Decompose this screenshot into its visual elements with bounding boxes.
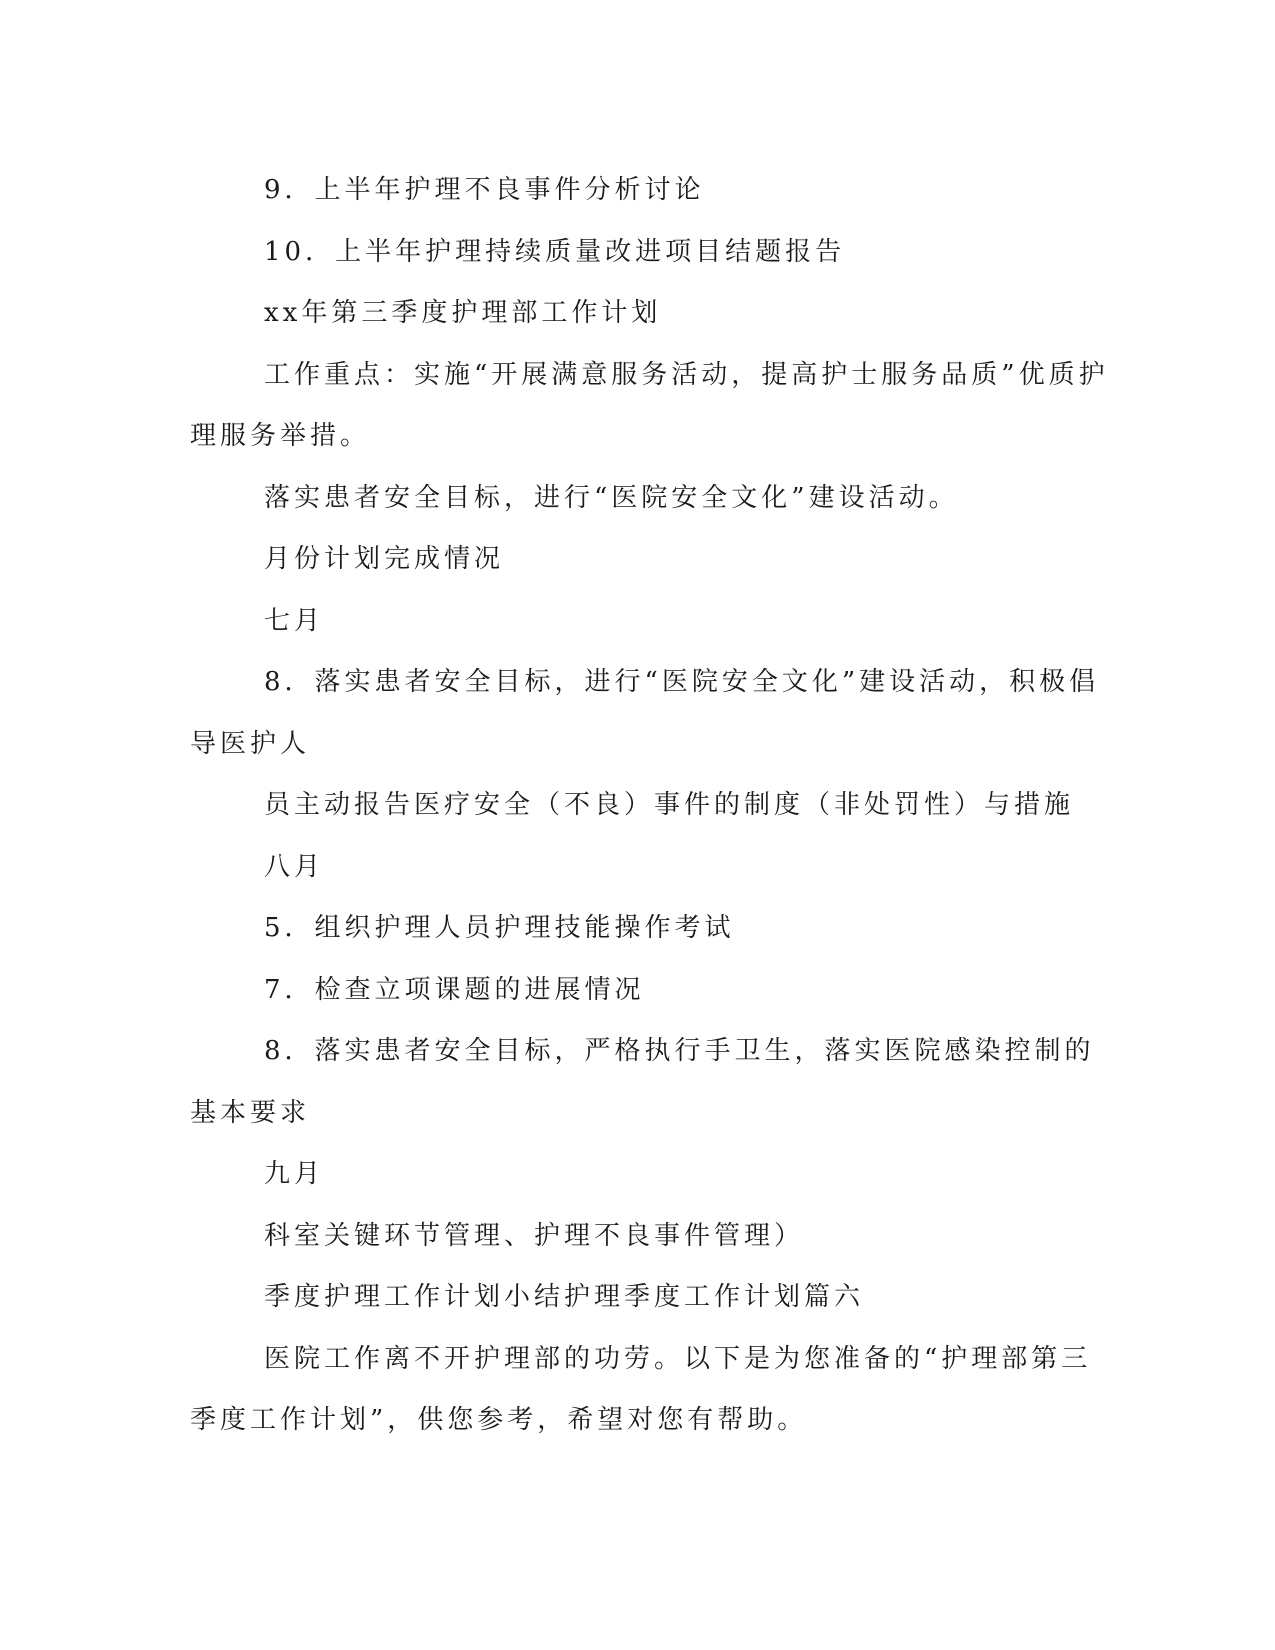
paragraph: 工作重点：实施“开展满意服务活动，提高护士服务品质”优质护	[264, 359, 1109, 390]
paragraph: 月份计划完成情况	[264, 544, 505, 574]
section-heading: xx年第三季度护理部工作计划	[264, 298, 662, 328]
paragraph-continuation: 导医护人	[190, 728, 311, 759]
month-heading-august: 八月	[264, 851, 325, 882]
paragraph: 员主动报告医疗安全（不良）事件的制度（非处罚性）与措施	[264, 790, 1075, 820]
paragraph: 医院工作离不开护理部的功劳。以下是为您准备的“护理部第三	[264, 1343, 1092, 1374]
paragraph: 科室关键环节管理、护理不良事件管理）	[264, 1220, 805, 1251]
paragraph-continuation: 理服务举措。	[190, 421, 371, 451]
paragraph: 落实患者安全目标，进行“医院安全文化”建设活动。	[264, 482, 959, 513]
paragraph: 8．落实患者安全目标，进行“医院安全文化”建设活动，积极倡	[264, 667, 1100, 697]
month-heading-september: 九月	[264, 1159, 325, 1189]
paragraph: 8．落实患者安全目标，严格执行手卫生，落实医院感染控制的	[264, 1036, 1095, 1066]
document-body	[190, 160, 1109, 1452]
paragraph: 7．检查立项课题的进展情况	[264, 974, 645, 1005]
section-heading: 季度护理工作计划小结护理季度工作计划篇六	[264, 1282, 865, 1312]
paragraph: 5．组织护理人员护理技能操作考试	[264, 913, 735, 943]
paragraph: 10．上半年护理持续质量改进项目结题报告	[264, 236, 846, 267]
month-heading-july: 七月	[264, 605, 325, 636]
paragraph: 9．上半年护理不良事件分析讨论	[264, 175, 705, 205]
paragraph-continuation: 季度工作计划”，供您参考，希望对您有帮助。	[190, 1405, 808, 1435]
paragraph-continuation: 基本要求	[190, 1097, 311, 1128]
